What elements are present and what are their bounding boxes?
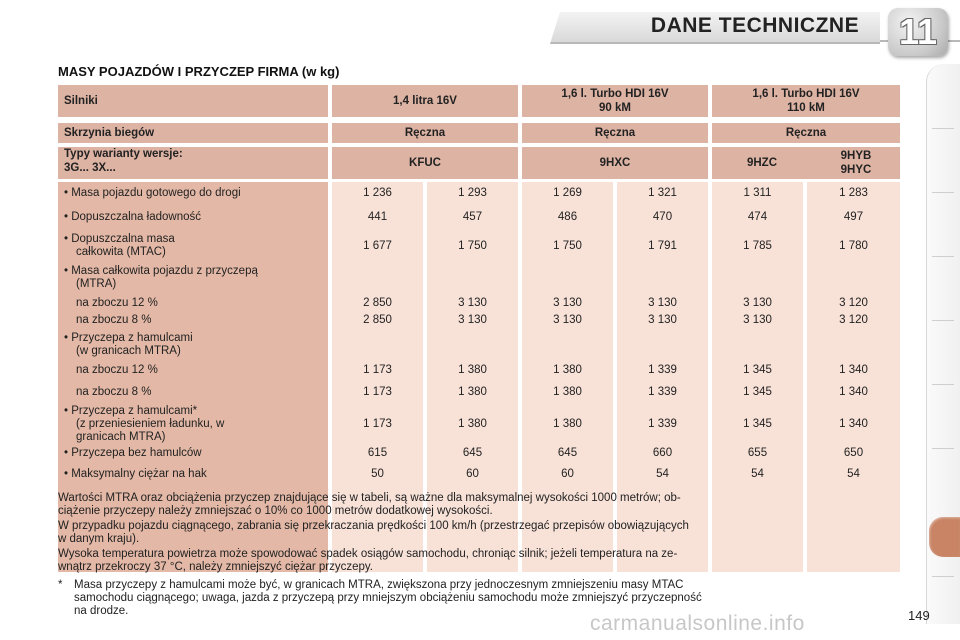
table-cell: 645	[462, 447, 483, 459]
table-cell: 1 269	[553, 187, 582, 199]
footnote-line1: Masa przyczepy z hamulcami może być, w granicach MTRA, zwiększona przy jednoczesnym zmniejszeniu masy MTAC	[74, 579, 684, 591]
table-cell: 1 380	[553, 364, 582, 376]
row-label: • Maksymalny ciężar na hak	[64, 468, 207, 480]
engines-label: Silniki	[58, 85, 328, 117]
footnote-line2: samochodu ciągnącego; uwaga, jazda z przyczepą przy mniejszym obciążeniu samochodu może zmniejszyć przyczepność	[74, 592, 702, 604]
table-cell: 1 339	[648, 364, 677, 376]
table-cell: 655	[747, 447, 768, 459]
table-cell: 1 380	[458, 364, 487, 376]
table-cell: 1 340	[839, 364, 868, 376]
page-number: 149	[908, 608, 930, 623]
table-cell: 54	[751, 468, 764, 480]
row-label-cont: (w granicach MTRA)	[76, 345, 181, 357]
watermark: carmanualsonline.info	[590, 612, 805, 635]
gearbox-2: Ręczna	[522, 123, 708, 143]
table-cell: 470	[652, 211, 673, 223]
table-cell: 3 130	[743, 297, 772, 309]
row-label-cont: (z przeniesieniem ładunku, w	[76, 418, 225, 430]
temperature-note-line2: wnątrz przekroczy 37 °C, należy zmniejszyć ciężar przyczepy.	[58, 561, 373, 573]
chapter-tab-active[interactable]	[929, 517, 960, 557]
table-cell: 1 339	[648, 386, 677, 398]
table-cell: 1 339	[648, 418, 677, 430]
table-cell: 2 850	[363, 314, 392, 326]
table-cell: 660	[652, 447, 673, 459]
table-cell: 1 785	[743, 240, 772, 252]
row-label-cont: (MTRA)	[76, 278, 117, 290]
engine-2	[522, 85, 708, 117]
row-label: na zboczu 12 %	[76, 364, 158, 376]
table-cell: 2 850	[363, 297, 392, 309]
row-label: • Przyczepa z hamulcami*	[64, 405, 198, 417]
table-cell: 54	[656, 468, 669, 480]
row-label: • Przyczepa z hamulcami	[64, 332, 193, 344]
table-cell: 3 130	[743, 314, 772, 326]
type-1: KFUC	[332, 147, 518, 179]
table-cell: 60	[561, 468, 574, 480]
engine-3	[712, 85, 900, 117]
engine-3-power: 110 kM	[787, 102, 825, 114]
mtra-note-line1: Wartości MTRA oraz obciążenia przyczep znajdujące się w tabeli, są ważne dla maksymalnej wysokości 1000 metrów; ob-	[58, 492, 681, 504]
tab-divider	[932, 192, 954, 193]
table-cell: 60	[466, 468, 479, 480]
table-cell: 457	[462, 211, 483, 223]
engine-1-name: 1,4 litra 16V	[393, 95, 457, 107]
types-row	[58, 147, 900, 179]
table-cell: 1 173	[363, 418, 392, 430]
table-cell: 3 130	[458, 297, 487, 309]
table-cell: 1 380	[458, 386, 487, 398]
engines-row	[58, 85, 900, 117]
row-label: • Masa pojazdu gotowego do drogi	[64, 187, 241, 199]
table-cell: 1 380	[553, 386, 582, 398]
table-cell: 1 345	[743, 418, 772, 430]
tab-divider	[932, 576, 954, 577]
table-cell: 1 677	[363, 240, 392, 252]
tab-divider	[932, 256, 954, 257]
row-label: na zboczu 8 %	[76, 386, 152, 398]
types-label	[58, 147, 328, 179]
table-cell: 3 130	[648, 297, 677, 309]
table-cell: 486	[557, 211, 578, 223]
table-cell: 1 173	[363, 386, 392, 398]
table-cell: 474	[747, 211, 768, 223]
table-cell: 1 345	[743, 364, 772, 376]
table-cell: 1 750	[553, 240, 582, 252]
table-cell: 1 791	[648, 240, 677, 252]
chapter-badge: 11	[888, 8, 948, 56]
row-label: • Dopuszczalna masa	[64, 233, 175, 245]
type-4	[812, 147, 900, 179]
gearbox-3: Ręczna	[712, 123, 900, 143]
page-header-title: DANE TECHNICZNE	[650, 14, 860, 37]
engine-2-name: 1,6 l. Turbo HDI 16V	[561, 88, 669, 100]
tab-divider	[932, 320, 954, 321]
table-cell: 3 130	[553, 314, 582, 326]
gearbox-label: Skrzynia biegów	[58, 123, 328, 143]
table-cell: 1 345	[743, 386, 772, 398]
table-cell: 497	[843, 211, 864, 223]
engine-2-power: 90 kM	[599, 102, 631, 114]
types-label-line1: Typy warianty wersje:	[64, 148, 183, 160]
temperature-note-line1: Wysoka temperatura powietrza może spowodować spadek osiągów samochodu, chroniąc silnik; jeżeli temperatura na ze-	[58, 548, 678, 560]
table-cell: 441	[367, 211, 388, 223]
table-cell: 3 130	[458, 314, 487, 326]
table-cell: 1 321	[648, 187, 677, 199]
footnote-line3: na drodze.	[74, 605, 129, 617]
row-label: na zboczu 8 %	[76, 314, 152, 326]
table-cell: 1 340	[839, 386, 868, 398]
table-cell: 1 293	[458, 187, 487, 199]
row-label: • Dopuszczalna ładowność	[64, 211, 201, 223]
type-4-line2: 9HYC	[840, 164, 872, 176]
table-cell: 3 130	[648, 314, 677, 326]
type-3: 9HZC	[712, 147, 812, 179]
table-cell: 645	[557, 447, 578, 459]
table-cell: 3 130	[553, 297, 582, 309]
table-cell: 1 780	[839, 240, 868, 252]
mtra-note-line2: ciążenie przyczepy należy zmniejszać o 10% co 1000 metrów dodatkowej wysokości.	[58, 505, 493, 517]
tab-divider	[932, 448, 954, 449]
gearbox-row	[58, 123, 900, 143]
table-cell: 1 311	[743, 187, 772, 199]
type-2: 9HXC	[522, 147, 708, 179]
footnote-marker: *	[58, 579, 63, 591]
row-label-cont: granicach MTRA)	[76, 431, 166, 443]
row-label: na zboczu 12 %	[76, 297, 158, 309]
table-cell: 1 750	[458, 240, 487, 252]
towing-note-line2: w danym kraju).	[58, 533, 140, 545]
tab-divider	[932, 384, 954, 385]
table-cell: 3 120	[839, 297, 868, 309]
table-cell: 1 236	[363, 187, 392, 199]
table-cell: 615	[367, 447, 388, 459]
table-cell: 1 340	[839, 418, 868, 430]
row-label: • Przyczepa bez hamulców	[64, 447, 202, 459]
type-4-line1: 9HYB	[840, 150, 872, 162]
types-label-line2: 3G... 3X...	[64, 162, 116, 174]
table-cell: 650	[843, 447, 864, 459]
engine-3-name: 1,6 l. Turbo HDI 16V	[752, 88, 860, 100]
towing-note-line1: W przypadku pojazdu ciągnącego, zabrania się przekraczania prędkości 100 km/h (przestrzegać przepisów obowiązujących	[58, 520, 689, 532]
table-cell: 1 380	[458, 418, 487, 430]
row-label: • Masa całkowita pojazdu z przyczepą	[64, 265, 258, 277]
table-cell: 1 173	[363, 364, 392, 376]
table-cell: 1 283	[839, 187, 868, 199]
table-cell: 54	[847, 468, 860, 480]
tab-divider	[932, 128, 954, 129]
section-title: MASY POJAZDÓW I PRZYCZEP FIRMA (w kg)	[58, 64, 340, 79]
table-cell: 1 380	[553, 418, 582, 430]
table-cell: 50	[371, 468, 384, 480]
gearbox-1: Ręczna	[332, 123, 518, 143]
engine-1	[332, 85, 518, 117]
row-label-cont: całkowita (MTAC)	[76, 246, 166, 258]
table-cell: 3 120	[839, 314, 868, 326]
